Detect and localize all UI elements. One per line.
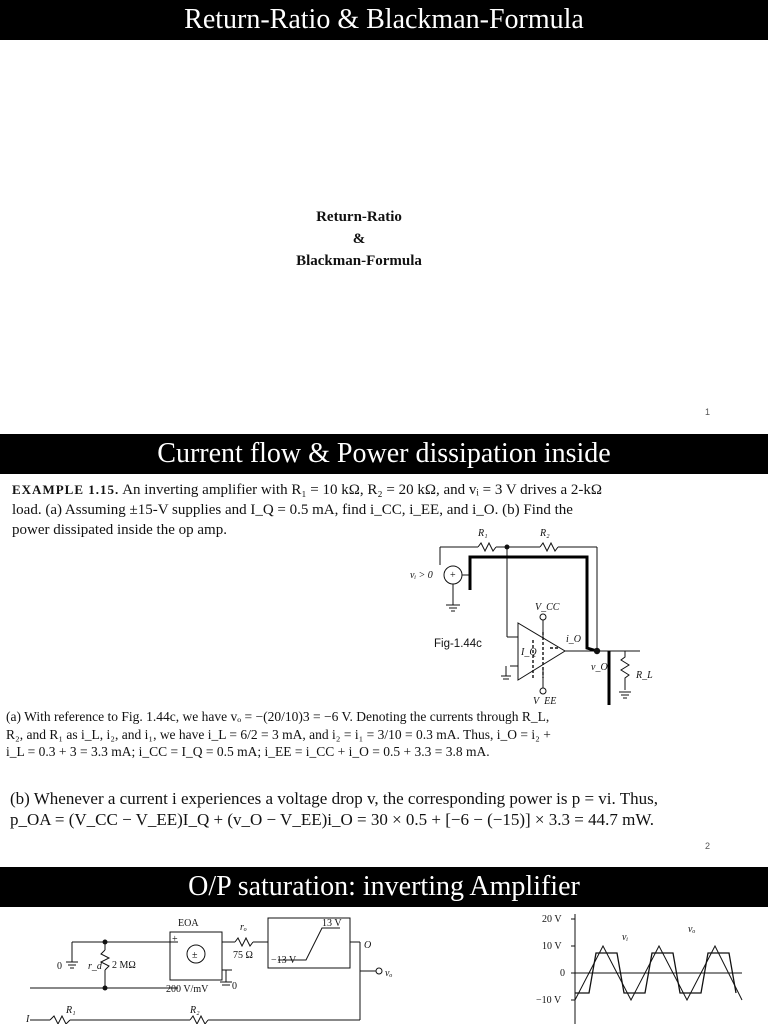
plot-tick-20v: 20 V [542,914,562,925]
plot-vi-label: vᵢ [622,932,629,943]
r1-label: R₁ [66,1005,76,1016]
input-current-label: I [26,1014,30,1024]
slide-3-title: O/P saturation: inverting Amplifier [0,867,768,907]
fig-rl-label: R_L [636,670,653,681]
example-body: An inverting amplifier with R₁ = 10 kΩ, R₂ = 20 kΩ, and vᵢ = 3 V drives a 2-kΩ load. (a) Assuming ±15-V supplies and I_Q = 0.5 mA, find i_CC, i_EE, and i_O. (b) Find the power dissipated inside the op amp. [12,482,603,538]
ro-value: 75 Ω [233,950,253,961]
plot-tick-neg10v: −10 V [536,995,562,1006]
eoa-source-sign-icon: ± [192,950,198,961]
fig-vi-label: vᵢ > 0 [410,570,433,581]
sat-positive-label: 13 V [322,918,342,929]
ro-label: rₒ [240,922,247,933]
fig-r1-label: R₁ [478,528,488,539]
rd-label: r_d [88,961,102,972]
slide-1-center-title [0,206,718,272]
node-o-label: O [364,940,372,951]
fig-vcc-label: V_CC [535,602,560,613]
fig-vee-label: V_EE [533,696,557,705]
plot-tick-0: 0 [560,968,565,979]
r2-label: R₂ [190,1005,200,1016]
slide-1 [0,0,768,432]
fig-r2-label: R₂ [540,528,550,539]
eoa-label: EOA [178,918,199,929]
slide-2-page-number: 2 [704,841,710,851]
source-plus-icon: + [450,570,456,581]
gain-label: 200 V/mV [166,984,209,995]
sat-negative-label: −13 V [271,955,297,966]
rd-value: 2 MΩ [112,960,136,971]
figure-1-44c-circuit [400,520,660,705]
solution-part-a: (a) With reference to Fig. 1.44c, we have vₒ = −(20/10)3 = −6 V. Denoting the currents through R_L, R₂, and R₁ as i_L, i₂, and i₁, we have i_L = 6/2 = 3 mA, and i₂ = i₁ = 3/10 = 0.3 mA. Thus, i_O = i₂ + i_L = 0.3 + 3 = 3.3 mA; i_CC = I_Q = 0.5 mA; i_EE = i_CC + i_O = 0.5 + 3.3 = 3.8 mA. [6,709,551,759]
fig-iq-label: I_Q [521,647,537,658]
slide-1-title: Return-Ratio & Blackman-Formula [0,0,768,40]
fig-vo-label: v_O [591,662,608,673]
example-label: EXAMPLE 1.15. [12,482,120,497]
slide-2 [0,432,768,866]
vo-label: vₒ [385,968,393,979]
center-title-line-2: & [352,231,366,247]
ground-zero-label: 0 [57,961,62,972]
saturation-circuit [0,910,420,1024]
plot-tick-10v: 10 V [542,941,562,952]
fig-io-label: i_O [566,634,581,645]
saturation-waveform-plot [530,910,755,1024]
slide-3 [0,866,768,1024]
eoa-plus-icon: + [172,934,178,945]
ground-zero-label-2: 0 [232,981,237,992]
solution-part-b: (b) Whenever a current i experiences a voltage drop v, the corresponding power is p = vi. Thus, p_OA = (V_CC − V_EE)I_Q + (v_O − V_EE)i_O = 30 × 0.5 + [−6 − (−15)] × 3.3 = 44.7 mW. [10,789,658,829]
slide-2-title: Current flow & Power dissipation inside [0,434,768,474]
slide-1-page-number: 1 [704,407,710,417]
plot-vo-label: vₒ [688,924,696,935]
figure-label: Fig-1.44c [434,638,482,650]
center-title-line-1: Return-Ratio [316,209,402,225]
center-title-line-3: Blackman-Formula [296,253,422,269]
